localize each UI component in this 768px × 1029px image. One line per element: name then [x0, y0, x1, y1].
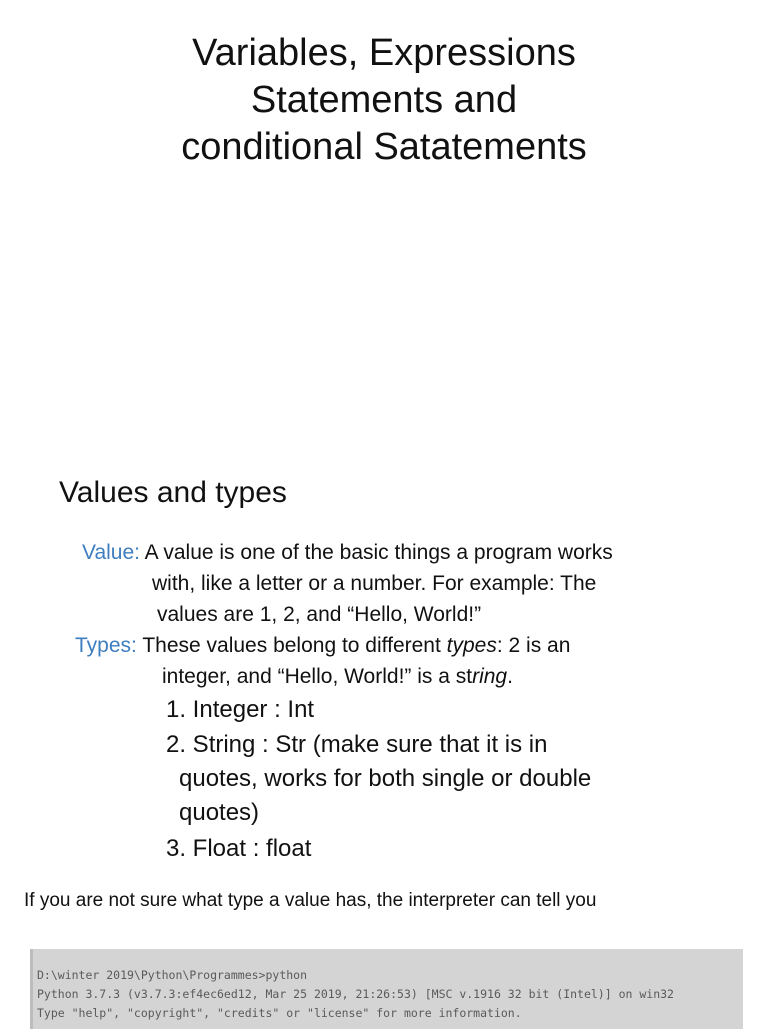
value-definition-line-1 — [82, 538, 613, 568]
types-text-2b: . — [507, 665, 513, 688]
value-term: Value: — [82, 541, 140, 564]
types-text-2-emphasis: ring — [472, 665, 508, 688]
types-definition-line-1 — [75, 631, 570, 661]
console-line-3: Type "help", "copyright", "credits" or "license" for more information. — [37, 1006, 522, 1020]
value-definition-line-3: values are 1, 2, and “Hello, World!” — [157, 603, 482, 626]
types-text-2a: integer, and “Hello, World!” is a st — [162, 665, 473, 688]
types-term: Types: — [75, 634, 137, 657]
section-heading: Values and types — [59, 476, 287, 509]
title-line-3: conditional Satatements — [181, 126, 587, 168]
types-text-1-emphasis: types — [446, 634, 497, 657]
type-list-item-2-continuation-2: quotes) — [179, 799, 260, 826]
type-list-item-2: 2. String : Str (make sure that it is in — [166, 731, 548, 758]
console-screenshot — [30, 949, 743, 1029]
types-text-1b: : 2 is an — [496, 634, 571, 657]
types-text-1a: These values belong to different — [136, 634, 447, 657]
console-line-2: Python 3.7.3 (v3.7.3:ef4ec6ed12, Mar 25 2019, 21:26:53) [MSC v.1916 32 bit (Intel)] on win32 — [37, 987, 674, 1001]
console-line-1: D:\winter 2019\Python\Programmes>python — [37, 968, 308, 982]
types-definition-line-2 — [162, 662, 513, 692]
title-line-2: Statements and — [250, 79, 518, 121]
value-text-1: A value is one of the basic things a program works — [140, 541, 613, 564]
type-list-item-3: 3. Float : float — [166, 835, 312, 862]
value-definition-line-2: with, like a letter or a number. For example: The — [152, 572, 597, 595]
type-list-item-2-continuation-1: quotes, works for both single or double — [179, 765, 592, 792]
interpreter-note: If you are not sure what type a value has, the interpreter can tell you — [24, 890, 597, 911]
type-list-item-1: 1. Integer : Int — [166, 696, 315, 723]
title-line-1: Variables, Expressions — [192, 32, 576, 74]
page-title — [0, 30, 768, 171]
